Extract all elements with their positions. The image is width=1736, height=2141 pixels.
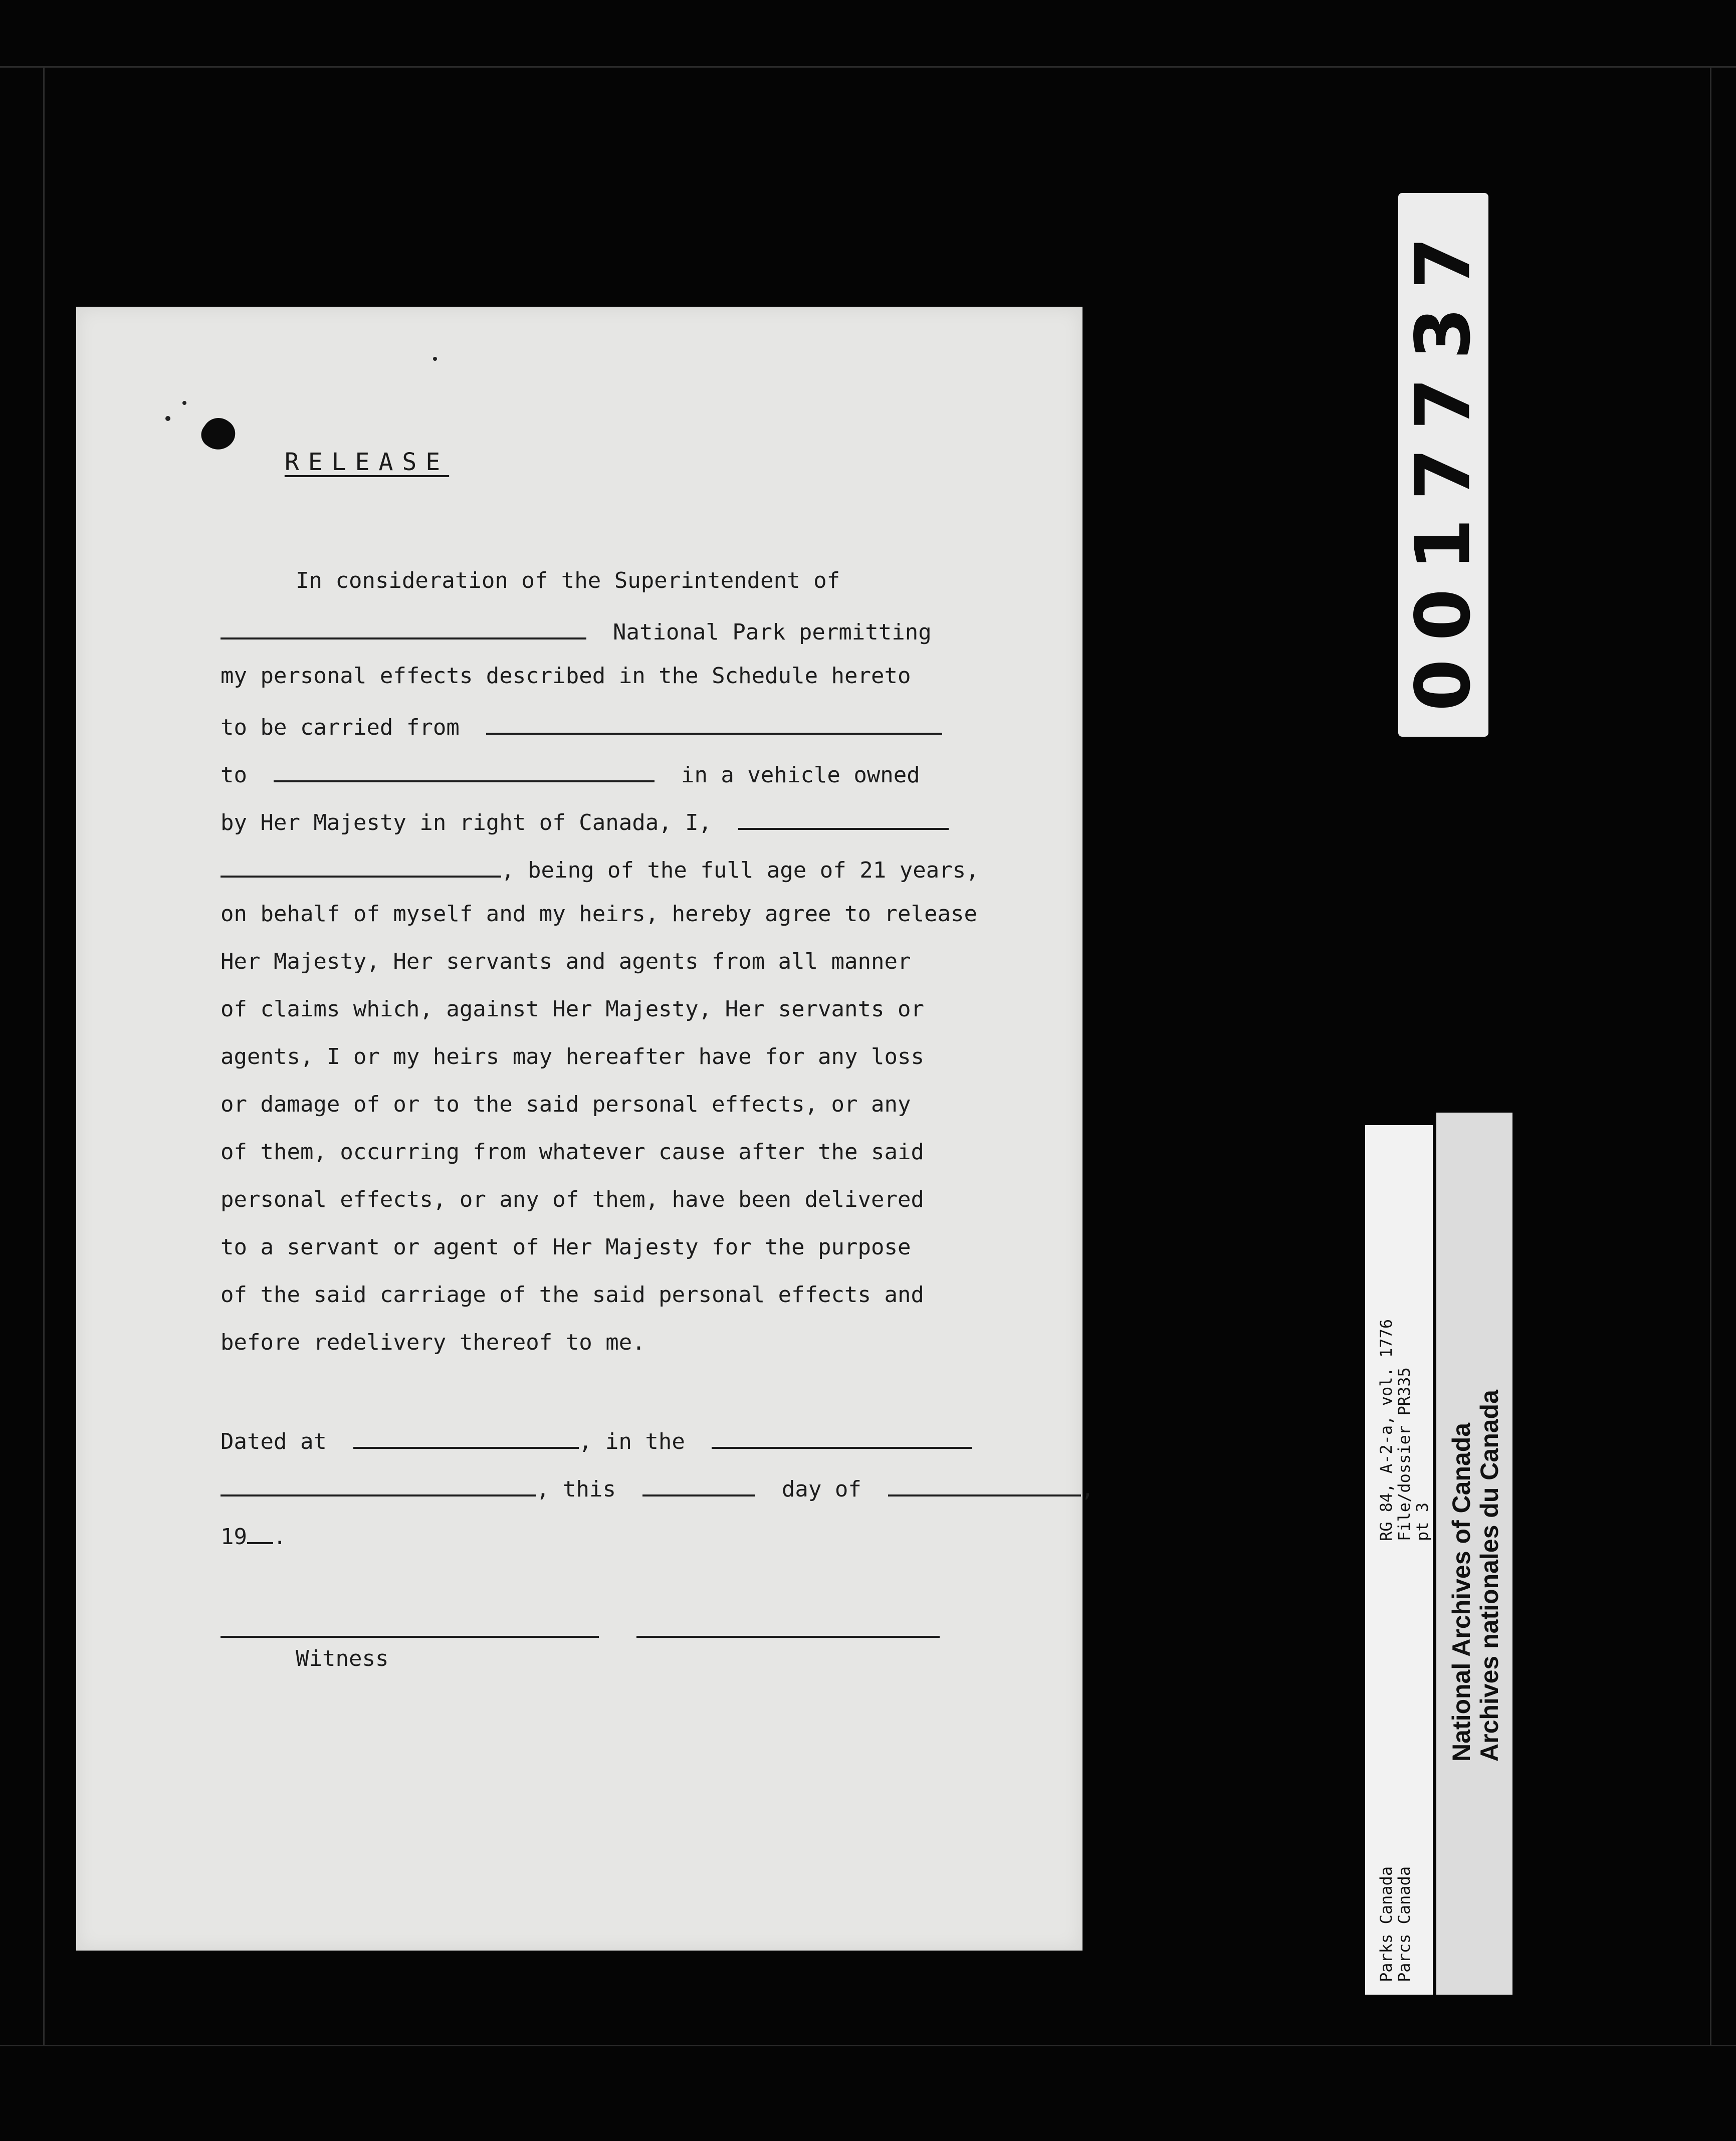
witness-signature-line[interactable] xyxy=(221,1636,599,1638)
agency-text xyxy=(1377,1866,1413,1982)
park-name-blank[interactable] xyxy=(221,617,586,639)
film-number-label xyxy=(1398,193,1488,737)
body-line-2: National Park permitting xyxy=(221,617,932,644)
name-blank-1[interactable] xyxy=(738,808,949,830)
ink-speck xyxy=(182,401,186,405)
body-line-4: to be carried from xyxy=(221,713,942,739)
reference-line: pt 3 xyxy=(1413,1502,1432,1541)
dated-at-blank[interactable] xyxy=(353,1427,579,1449)
agency-line: Parcs Canada xyxy=(1395,1866,1414,1982)
archives-strip xyxy=(1436,1113,1512,1995)
body-line-9: Her Majesty, Her servants and agents from all manner xyxy=(221,949,911,974)
frame-left-line xyxy=(43,66,45,2046)
frame-right-line xyxy=(1710,66,1711,2046)
carried-from-blank[interactable] xyxy=(486,713,942,735)
reference-line: File/dossier PR335 xyxy=(1395,1367,1414,1541)
year-blank[interactable] xyxy=(247,1522,273,1544)
day-blank[interactable] xyxy=(642,1474,755,1496)
archives-line-fr: Archives nationales du Canada xyxy=(1475,1390,1503,1762)
in-the-blank[interactable] xyxy=(712,1427,972,1449)
body-line-6: by Her Majesty in right of Canada, I, xyxy=(221,808,949,834)
agency-line: Parks Canada xyxy=(1377,1866,1396,1982)
body-line-12: or damage of or to the said personal effects, or any xyxy=(221,1092,911,1117)
signature-line[interactable] xyxy=(636,1636,940,1638)
dated-line-2: , this day of , xyxy=(221,1474,1094,1501)
body-line-3: my personal effects described in the Schedule hereto xyxy=(221,663,911,689)
body-line-11: agents, I or my heirs may hereafter have for any loss xyxy=(221,1044,924,1069)
archives-line-en: National Archives of Canada xyxy=(1447,1422,1475,1762)
body-line-15: to a servant or agent of Her Majesty for the purpose xyxy=(221,1234,911,1260)
body-line-1: In consideration of the Superintendent of xyxy=(296,568,840,593)
film-number: 0017737 xyxy=(1400,219,1487,711)
frame-top-line xyxy=(0,66,1736,68)
document-title: RELEASE xyxy=(284,448,450,476)
reference-line: RG 84, A-2-a, vol. 1776 xyxy=(1377,1319,1396,1541)
place-blank[interactable] xyxy=(221,1474,536,1496)
body-line-10: of claims which, against Her Majesty, Her servants or xyxy=(221,996,924,1022)
reference-strip xyxy=(1365,1125,1433,1995)
body-line-5: to in a vehicle owned xyxy=(221,760,920,786)
body-line-16: of the said carriage of the said personal effects and xyxy=(221,1282,924,1308)
frame-bottom-line xyxy=(0,2045,1736,2046)
dated-line-1: Dated at , in the xyxy=(221,1427,972,1453)
body-line-7: , being of the full age of 21 years, xyxy=(221,855,979,882)
archives-text xyxy=(1447,1390,1503,1762)
month-blank[interactable] xyxy=(888,1474,1081,1496)
document-page xyxy=(76,307,1095,1951)
name-blank-2[interactable] xyxy=(221,855,501,878)
body-line-14: personal effects, or any of them, have been delivered xyxy=(221,1187,924,1212)
reference-text xyxy=(1377,1319,1431,1541)
body-line-17: before redelivery thereof to me. xyxy=(221,1330,645,1355)
witness-label: Witness xyxy=(296,1646,389,1671)
body-line-13: of them, occurring from whatever cause after the said xyxy=(221,1139,924,1165)
body-line-8: on behalf of myself and my heirs, hereby agree to release xyxy=(221,901,977,927)
ink-speck xyxy=(433,357,437,361)
carried-to-blank[interactable] xyxy=(274,760,655,782)
ink-speck xyxy=(165,416,170,421)
year-line: 19 . xyxy=(221,1522,286,1548)
